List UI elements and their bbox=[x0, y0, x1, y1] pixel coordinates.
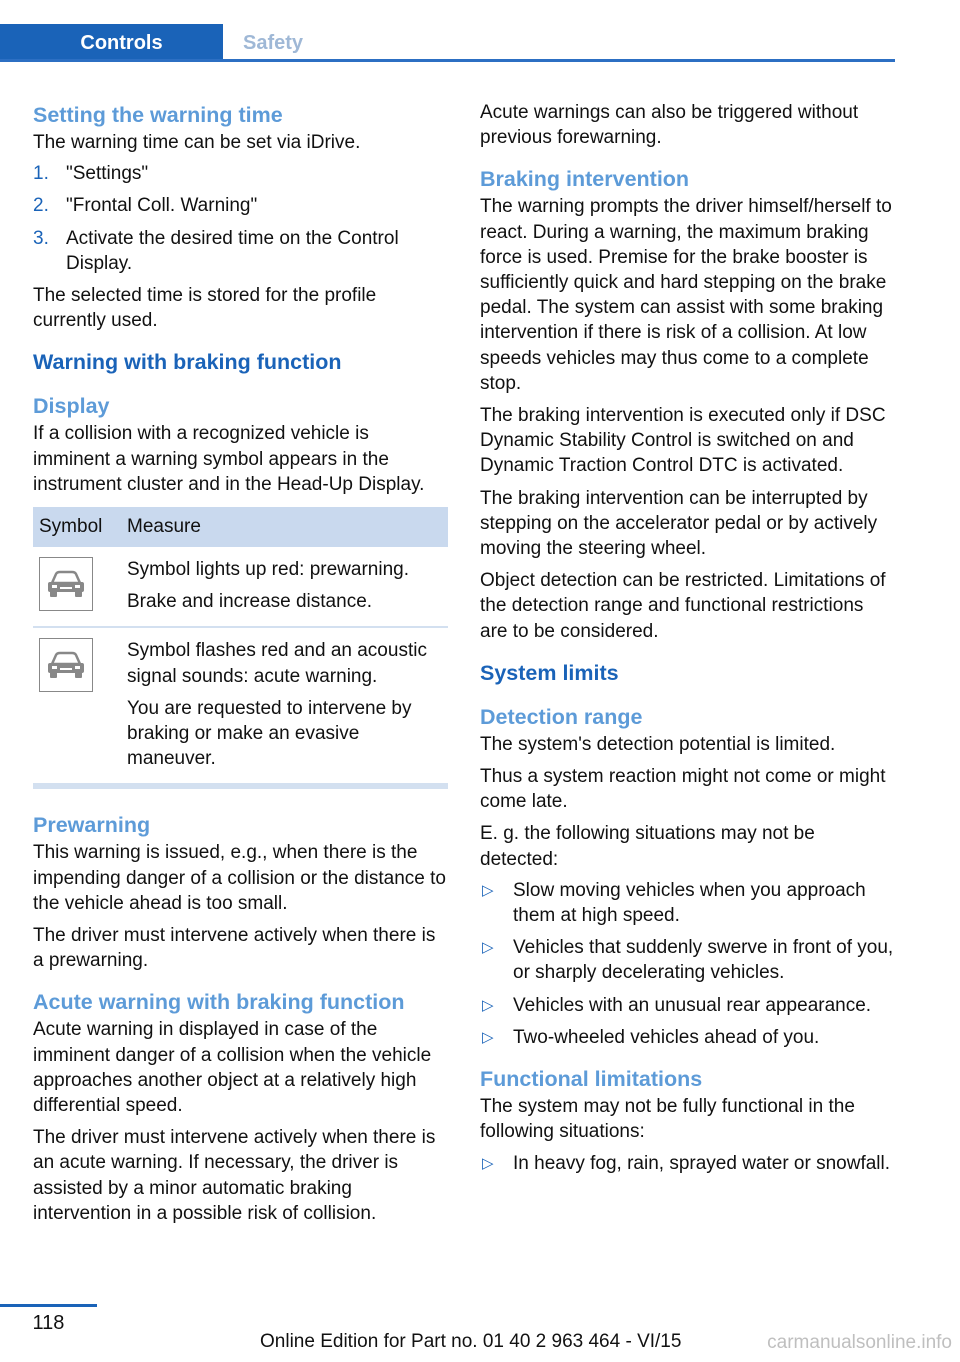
triangle-bullet-icon: ▷ bbox=[482, 996, 494, 1014]
list-item: 1. "Settings" bbox=[33, 163, 149, 185]
paragraph: If a collision with a recognized vehicle is imminent a warning symbol appears in the instrument cluster and in the Head-Up Display. bbox=[33, 423, 425, 495]
tab-controls: Controls bbox=[0, 24, 223, 62]
paragraph: The braking intervention is executed only if DSC Dynamic Stability Control is switched on and Dynamic Traction Control DTC is activated. bbox=[480, 405, 886, 477]
heading-system-limits: System limits bbox=[480, 660, 619, 685]
page-number: 118 bbox=[32, 1312, 65, 1334]
header-rule bbox=[0, 59, 895, 62]
paragraph: The braking intervention can be interrupted by stepping on the accelerator pedal or by actively moving the steering wheel. bbox=[480, 487, 878, 560]
paragraph: The driver must intervene actively when there is an acute warning. If necessary, the driver is assisted by a minor automatic braking intervention in a possible risk of collision. bbox=[33, 1127, 436, 1224]
heading-prewarning: Prewarning bbox=[33, 813, 151, 838]
triangle-bullet-icon: ▷ bbox=[482, 1028, 494, 1046]
list-item: ▷ Slow moving vehicles when you approach them at high speed. bbox=[482, 879, 866, 927]
paragraph: Acute warning in displayed in case of the imminent danger of a collision when the vehicle approaches another object at a relatively high differential speed. bbox=[33, 1019, 432, 1117]
table-row bbox=[33, 626, 448, 783]
car-warning-icon bbox=[39, 638, 93, 692]
measure-text: Brake and increase distance. bbox=[127, 591, 373, 613]
section-tabs bbox=[0, 24, 895, 62]
paragraph: The system's detection potential is limited. bbox=[480, 733, 836, 755]
tab-safety: Safety bbox=[242, 32, 304, 54]
edition-text: Online Edition for Part no. 01 40 2 963 464 - VI/15 bbox=[260, 1331, 682, 1352]
car-warning-icon bbox=[39, 557, 93, 611]
heading-display: Display bbox=[33, 394, 110, 419]
paragraph: Acute warnings can also be triggered without previous forewarning. bbox=[480, 102, 859, 149]
steps-list bbox=[33, 161, 448, 276]
measure-text: Symbol flashes red and an acoustic signal sounds: acute warning. bbox=[127, 640, 427, 687]
paragraph: The system may not be fully functional in the following situations: bbox=[480, 1096, 855, 1143]
triangle-bullet-icon: ▷ bbox=[482, 881, 494, 899]
paragraph: This warning is issued, e.g., when there is the impending danger of a collision or the distance to the vehicle ahead is too small. bbox=[33, 842, 446, 914]
heading-warning-braking-function: Warning with braking function bbox=[33, 350, 342, 375]
right-column bbox=[480, 100, 895, 1183]
list-item: ▷ In heavy fog, rain, sprayed water or snowfall. bbox=[480, 1151, 895, 1176]
list-item: ▷ Vehicles with an unusual rear appearance. bbox=[480, 993, 895, 1018]
list-item: ▷ Two-wheeled vehicles ahead of you. bbox=[480, 1025, 895, 1050]
paragraph: E. g. the following situations may not be detected: bbox=[480, 823, 815, 870]
left-column bbox=[33, 100, 448, 1226]
triangle-bullet-icon: ▷ bbox=[482, 939, 494, 957]
paragraph: The driver must intervene actively when there is a prewarning. bbox=[33, 925, 436, 972]
heading-functional-limitations: Functional limitations bbox=[480, 1067, 703, 1092]
heading-setting-warning-time: Setting the warning time bbox=[33, 103, 283, 127]
col-measure: Measure bbox=[127, 516, 201, 538]
paragraph: The selected time is stored for the profile currently used. bbox=[33, 285, 377, 332]
measure-text: Symbol lights up red: prewarning. bbox=[127, 559, 409, 581]
col-symbol: Symbol bbox=[39, 516, 103, 538]
heading-braking-intervention: Braking intervention bbox=[480, 167, 690, 192]
list-item: 2. "Frontal Coll. Warning" bbox=[33, 195, 258, 217]
table-header bbox=[33, 507, 448, 547]
paragraph: Object detection can be restricted. Limitations of the detection range and functional restrictions are to be considered. bbox=[480, 570, 886, 642]
measure-text: You are requested to intervene by braking or make an evasive maneuver. bbox=[127, 697, 412, 770]
triangle-bullet-icon: ▷ bbox=[482, 1154, 494, 1172]
paragraph: Thus a system reaction might not come or might come late. bbox=[480, 766, 886, 813]
paragraph: The warning prompts the driver himself/herself to react. During a warning, the maximum braking force is used. Premise for the brake booster is sufficiently quick and hard stepping on the brake pedal. The system can assist with some braking intervention if there is risk of a collision. At low speeds vehicles may thus come to a complete stop. bbox=[480, 196, 892, 394]
symbol-table bbox=[33, 507, 448, 789]
footer-rule bbox=[0, 1304, 97, 1307]
list-item: 3. Activate the desired time on the Control Display. bbox=[33, 227, 399, 274]
detection-list bbox=[480, 878, 895, 1050]
table-row bbox=[33, 547, 448, 626]
paragraph: The warning time can be set via iDrive. bbox=[33, 132, 361, 153]
heading-acute-warning: Acute warning with braking function bbox=[33, 990, 405, 1015]
watermark: carmanualsonline.info bbox=[767, 1332, 952, 1353]
heading-detection-range: Detection range bbox=[480, 704, 643, 729]
limitations-list bbox=[480, 1151, 895, 1176]
list-item: ▷ Vehicles that suddenly swerve in front of you, or sharply decelerating vehicles. bbox=[482, 937, 894, 984]
